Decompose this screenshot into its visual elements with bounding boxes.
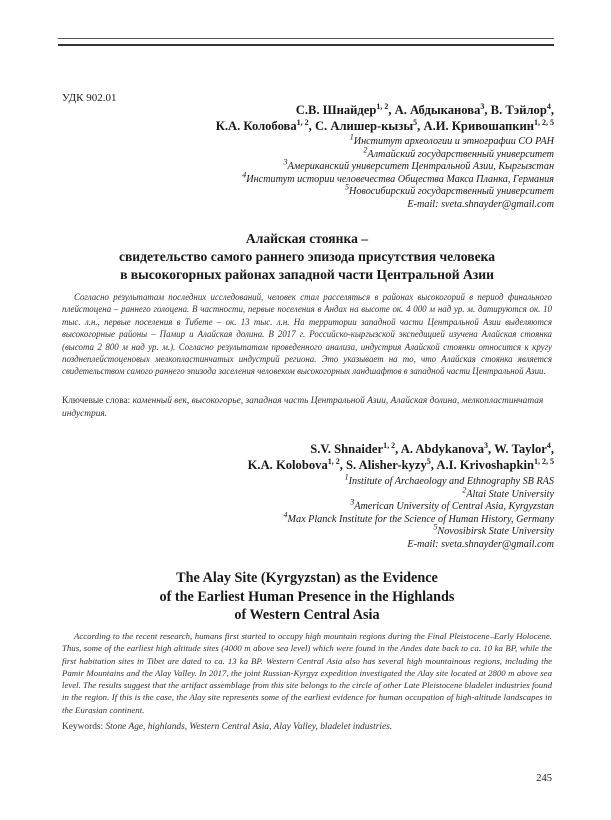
affiliation-line [242, 145, 554, 162]
affiliation-sup: 4 [283, 510, 288, 520]
author-separator: , [308, 119, 315, 133]
author-name: В. Тэйлор [490, 103, 547, 117]
affiliation-line [242, 170, 554, 187]
en-abstract: According to the recent research, humans first started to occupy high mountain regions during the Final Pleistocene–Early Holocene. Thus, some of the earliest high altitude sites (4000 m above sea level) which were found in the Andes date back to ca. 10 ka BP, while the first habitation sites in Tibet are dated to ca. 13 ka BP. Western Central Asia also has several high mountainous regions, including the Pamir Mountains and the Alay Valley. In 2017, the joint Russian-Kyrgyz expedition investigated the Alay site located at 2800 m above sea level. The results suggest that the artifact assemblage from this site belongs to the circle of other Late Pleistocene bladelet industries found in the region. If this is the case, the Alay site represents some of the earliest evidence for human occupation of high-altitude landscapes in the Eurasian continent. [62, 631, 552, 715]
affiliation-sup: 1 [349, 132, 354, 142]
ru-title-line: свидетельство самого раннего эпизода присутствия человека [118, 249, 496, 264]
en-title-line: The Alay Site (Kyrgyzstan) as the Evidence [176, 570, 438, 586]
affiliation-text: Institute of Archaeology and Ethnography SB RAS [348, 476, 554, 487]
ru-keywords-label: Ключевые слова: [62, 396, 131, 406]
affiliation-sup: 3 [283, 157, 288, 167]
author-name: S. Alisher-kyzy [346, 458, 427, 472]
affiliation-sup: 3 [350, 497, 355, 507]
ru-keywords-value: каменный век, высокогорье, западная часть Центральной Азии, Алайская долина, мелкопластинчатая индустрия. [62, 396, 544, 419]
author-affiliation-sup: 3 [480, 101, 485, 111]
author-affiliation-sup: 5 [426, 456, 431, 466]
ru-abstract: Согласно результатам последних исследований, человек стал расселяться в районах высокогорий в период финального плейстоцена – раннего голоцена. В частности, первые поселения в Андах на высоте ок. 4 000 м над ур. м. датируются ок. 10 тыс. л.н., первые поселения в Тибете – ок. 13 тыс. л.н. На территории западной части Центральной Азии выделяются высокогорные районы – Памир и Алайская долина. В 2017 г. Российско-кыргызской экспедицией изучена Алайская стоянка (высота 2 800 м над ур. м.). Согласно результатам проведенного анализа, индустрия Алайской стоянки относится к кругу позднеплейстоценовых мелкопластинчатых индустрий региона. Это указывает на то, что Алайская стоянка является свидетельством самого раннего эпизода заселения человеком высокогорных ландшафтов в западной части Центральной Азии. [62, 292, 552, 377]
author-affiliation-sup: 1, 2 [376, 101, 389, 111]
affiliation-line [283, 472, 554, 489]
author-name: К.А. Колобова [215, 119, 297, 133]
author-separator: , [339, 458, 347, 472]
en-authors-line-1 [248, 441, 554, 457]
page-number: 245 [536, 773, 552, 784]
affiliation-sup: 1 [344, 472, 349, 482]
author-name: A.I. Krivoshapkin [436, 458, 534, 472]
affiliation-line [242, 182, 554, 199]
affiliation-text: American University of Central Asia, Kyrgyzstan [354, 501, 554, 513]
ru-email: E-mail: sveta.shnayder@gmail.com [407, 199, 554, 210]
author-name: А. Абдыканова [394, 103, 481, 117]
en-title-line: of the Earliest Human Presence in the Highlands [159, 588, 455, 605]
author-name: W. Taylor [494, 442, 547, 456]
affiliation-text: Novosibirsk State University [437, 526, 554, 538]
author-affiliation-sup: 1, 2 [327, 456, 340, 466]
author-affiliation-sup: 1, 2, 5 [534, 117, 554, 127]
affiliation-sup: 5 [344, 182, 349, 192]
author-separator: , [484, 103, 491, 117]
en-title [62, 569, 552, 625]
author-name: С.В. Шнайдер [295, 103, 377, 117]
ru-authors-line-2 [216, 118, 554, 134]
affiliation-text: Институт истории человечества Общества Макса Планка, Германия [246, 173, 554, 185]
header-rule-thick [58, 44, 554, 46]
affiliation-line [283, 522, 554, 539]
udk-code: УДК 902.01 [62, 92, 117, 104]
author-name: A. Abdykanova [400, 442, 485, 456]
affiliation-sup: 5 [433, 522, 438, 532]
ru-authors-line-1 [216, 102, 554, 118]
author-separator: , [488, 442, 495, 456]
author-name: А.И. Кривошапкин [423, 119, 534, 133]
author-affiliation-sup: 5 [413, 117, 418, 127]
en-authors [248, 441, 554, 473]
ru-title-line: Алайская стоянка – [245, 231, 369, 246]
author-affiliation-sup: 1, 2, 5 [534, 456, 554, 466]
author-separator: , [388, 103, 395, 117]
author-name: С. Алишер-кызы [314, 119, 414, 133]
en-keywords [62, 721, 552, 734]
affiliation-text: Американский университет Центральной Азии, Кыргызстан [287, 161, 554, 173]
author-separator: , [430, 458, 437, 472]
affiliation-sup: 2 [363, 145, 368, 155]
en-authors-line-2 [248, 457, 554, 473]
ru-affiliations [242, 132, 554, 199]
author-separator: , [550, 442, 554, 456]
ru-keywords [62, 395, 552, 420]
author-affiliation-sup: 4 [546, 440, 551, 450]
author-affiliation-sup: 3 [484, 440, 489, 450]
author-name: S.V. Shnaider [310, 442, 384, 456]
affiliation-text: Altai State University [466, 488, 554, 500]
affiliation-line [283, 485, 554, 502]
author-separator: , [550, 103, 554, 117]
affiliation-line [283, 510, 554, 527]
author-affiliation-sup: 1, 2 [296, 117, 309, 127]
author-separator: , [395, 442, 401, 456]
affiliation-sup: 4 [242, 170, 247, 180]
en-affiliations [283, 472, 554, 539]
ru-title [62, 230, 552, 284]
affiliation-sup: 2 [462, 485, 467, 495]
affiliation-line [242, 157, 554, 174]
affiliation-line [242, 132, 554, 149]
author-affiliation-sup: 4 [546, 101, 551, 111]
author-name: K.A. Kolobova [247, 458, 328, 472]
header-rule-thin [58, 38, 554, 39]
affiliation-line [283, 497, 554, 514]
affiliation-text: Новосибирский государственный университет [348, 186, 554, 198]
author-affiliation-sup: 1, 2 [383, 440, 396, 450]
en-email: E-mail: sveta.shnayder@gmail.com [407, 539, 554, 550]
affiliation-text: Max Planck Institute for the Science of Human History, Germany [287, 513, 554, 525]
affiliation-text: Алтайский государственный университет [367, 148, 554, 160]
ru-title-line: в высокогорных районах западной части Центральной Азии [120, 267, 494, 282]
en-title-line: of Western Central Asia [234, 607, 380, 623]
ru-authors [216, 102, 554, 134]
en-keywords-label: Keywords: [62, 722, 104, 732]
en-keywords-value: Stone Age, highlands, Western Central Asia, Alay Valley, bladelet industries. [105, 722, 393, 732]
author-separator: , [417, 119, 424, 133]
affiliation-text: Институт археологии и этнографии СО РАН [353, 136, 554, 147]
